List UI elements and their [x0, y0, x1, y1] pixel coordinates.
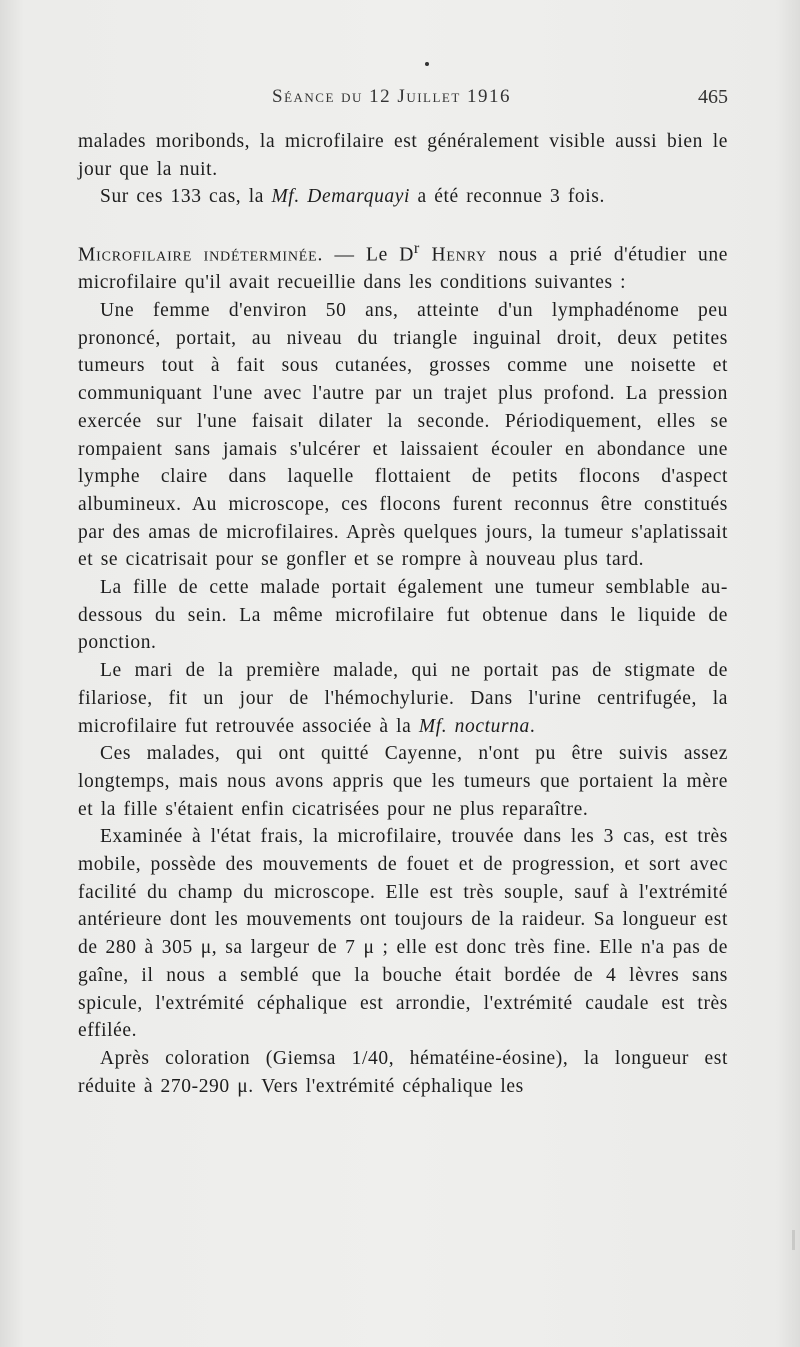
text-run: a été reconnue 3 fois.	[410, 186, 605, 208]
text-run: Sur ces 133 cas, la	[100, 186, 272, 208]
paragraph-2	[78, 183, 728, 211]
paragraph-6	[78, 657, 728, 740]
body-text	[78, 128, 728, 1100]
section-title: Microfilaire indéterminée.	[78, 244, 324, 266]
paragraph-5: La fille de cette malade portait également une tumeur semblable au-dessous du sein. La même microfilaire fut obtenue dans le liquide de ponction.	[78, 577, 728, 654]
species-name: Mf. Demarquayi	[271, 186, 411, 208]
species-name: Mf. nocturna	[418, 715, 530, 737]
page-number: 465	[698, 86, 728, 108]
author-name: Henry	[419, 244, 487, 266]
scan-artifact	[792, 1230, 795, 1250]
text-run: .	[529, 715, 536, 737]
text-run: nous a prié d'étudier une microfilaire qu'il avait recueillie dans les conditions suivantes :	[78, 244, 728, 294]
superscript: r	[413, 239, 420, 258]
running-title: Séance du 12 Juillet 1916	[272, 86, 512, 107]
paragraph-3	[78, 235, 728, 297]
page-header	[78, 86, 728, 116]
paragraph-8: Examinée à l'état frais, la microfilaire, trouvée dans les 3 cas, est très mobile, possède des mouvements de fouet et de progression, et sort avec facilité du champ du microscope. Elle est très souple, sauf à l'extrémité antérieure dont les mouvements ont toujours de la raideur. Sa longueur est de 280 à 305 μ, sa largeur de 7 μ ; elle est donc très fine. Elle n'a pas de gaîne, il nous a semblé que la bouche était bordée de 4 lèvres sans spicule, l'extrémité céphalique est arrondie, l'extrémité caudale est très effilée.	[78, 826, 728, 1042]
paragraph-4: Une femme d'environ 50 ans, atteinte d'un lymphadénome peu prononcé, portait, au niveau du triangle inguinal droit, deux petites tumeurs tout à fait sous cutanées, grosses comme une noisette et communiquant l'une avec l'autre par un trajet plus profond. La pression exercée sur l'une faisait dilater la seconde. Périodiquement, elles se rompaient sans jamais s'ulcérer et laissaient écouler en abondance une lymphe claire dans laquelle flottaient de petits flocons d'aspect albumineux. Au microscope, ces flocons furent reconnus être constitués par des amas de microfilaires. Après quelques jours, la tumeur s'aplatissait et se cicatrisait pour se gonfler et se rompre à nouveau plus tard.	[78, 300, 728, 571]
text-run: Le mari de la première malade, qui ne portait pas de stigmate de filariose, fit un jour de l'hémochylurie. Dans l'urine centrifugée, la microfilaire fut retrouvée associée à la	[78, 660, 728, 737]
section-gap	[78, 211, 728, 235]
paragraph-1: malades moribonds, la microfilaire est généralement visible aussi bien le jour que la nuit.	[78, 131, 728, 180]
paragraph-7: Ces malades, qui ont quitté Cayenne, n'ont pu être suivis assez longtemps, mais nous avons appris que les tumeurs que portaient la mère et la fille s'étaient enfin cicatrisées pour ne plus reparaître.	[78, 743, 728, 820]
paragraph-9: Après coloration (Giemsa 1/40, hématéine-éosine), la longueur est réduite à 270-290 μ. Vers l'extrémité céphalique les	[78, 1048, 728, 1097]
print-speck	[425, 62, 429, 66]
text-run: — Le D	[323, 244, 414, 266]
